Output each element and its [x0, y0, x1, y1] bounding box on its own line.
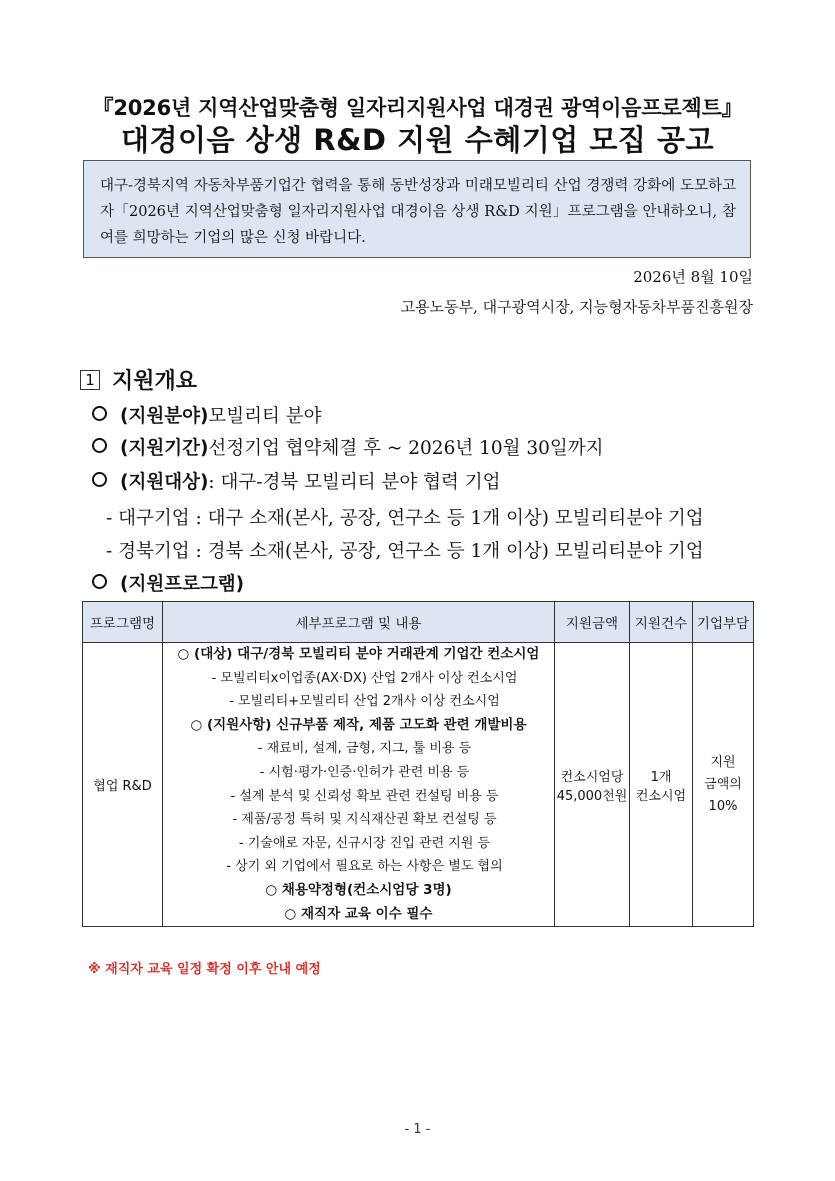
circle-bullet-icon [92, 438, 107, 453]
circle-bullet-icon [92, 472, 107, 487]
amount-cell [555, 643, 630, 927]
detail-line: - 설계 분석 및 신뢰성 확보 관련 컨설팅 비용 등 [230, 788, 499, 804]
detail-line: - 상기 외 기업에서 필요로 하는 사항은 별도 협의 [226, 859, 503, 875]
table-header-row [83, 602, 754, 643]
circle-bullet-icon [92, 574, 107, 589]
detail-line: - 재료비, 설계, 금형, 지그, 툴 비용 등 [257, 741, 472, 757]
item-label: (지원기간) [120, 438, 209, 459]
burden-line: 금액의 [704, 776, 742, 792]
count-cell [630, 643, 693, 927]
detail-line: - 제품/공정 특허 및 지식재산권 확보 컨설팅 등 [232, 812, 497, 828]
announcement-title-line2: 대경이음 상생 R&D 지원 수혜기업 모집 공고 [121, 123, 714, 157]
burden-line: 10% [708, 798, 738, 814]
detail-line: ○ (대상) 대구/경북 모빌리티 분야 거래관계 기업간 컨소시엄 [177, 646, 540, 662]
overview-item-program [92, 570, 244, 596]
overview-item-period [92, 434, 604, 460]
header-details: 세부프로그램 및 내용 [163, 602, 555, 643]
burden-cell [693, 643, 754, 927]
count-line: 컨소시엄 [635, 788, 687, 804]
header-count: 지원건수 [630, 602, 693, 643]
target-sub-item-gyeongbuk: - 경북기업 : 경북 소재(본사, 공장, 연구소 등 1개 이상) 모빌리티분야 기업 [106, 541, 704, 562]
page-number: - 1 - [404, 1122, 431, 1137]
header-burden: 기업부담 [693, 602, 754, 643]
circle-bullet-icon [92, 406, 107, 421]
header-program-name: 프로그램명 [83, 602, 163, 643]
header-amount: 지원금액 [555, 602, 630, 643]
issuing-organizations: 고용노동부, 대구광역시장, 지능형자동차부품진흥원장 [400, 298, 753, 316]
item-text: 선정기업 협약체결 후 ~ 2026년 10월 30일까지 [208, 438, 604, 459]
intro-box: 대구-경북지역 자동차부품기업간 협력을 통해 동반성장과 미래모빌리티 산업 경쟁력 강화에 도모하고자「2026년 지역산업맞춤형 일자리지원사업 대경이음 상생 R&D 지원」프로그램을 안내하오니, 참여를 희망하는 기업의 많은 신청 바랍니다. [83, 160, 751, 258]
count-line: 1개 [650, 769, 672, 785]
program-table [82, 601, 754, 927]
detail-line: - 기술애로 자문, 신규시장 진입 관련 지원 등 [238, 835, 491, 851]
announcement-title-line1: 『2026년 지역산업맞춤형 일자리지원사업 대경권 광역이음프로젝트』 [92, 96, 743, 120]
detail-line: - 모빌리티x이업종(AX·DX) 산업 2개사 이상 컨소시엄 [211, 670, 518, 686]
item-text: : 대구-경북 모빌리티 분야 협력 기업 [208, 472, 501, 493]
burden-line: 지원 [710, 754, 736, 770]
program-name-cell: 협업 R&D [83, 643, 163, 927]
detail-line: - 모빌리티+모빌리티 산업 2개사 이상 컨소시엄 [229, 694, 500, 710]
section-heading [80, 364, 197, 395]
table-row [83, 643, 754, 927]
announcement-date: 2026년 8월 10일 [633, 268, 753, 286]
item-label: (지원프로그램) [120, 574, 245, 595]
item-label: (지원분야) [120, 406, 209, 427]
overview-item-field [92, 402, 322, 428]
detail-line: ○ (지원사항) 신규부품 제작, 제품 고도화 관련 개발비용 [190, 716, 527, 733]
overview-item-target [92, 468, 501, 494]
section-title: 지원개요 [112, 369, 198, 394]
detail-line: ○ 채용약정형(컨소시엄당 3명) [265, 881, 452, 898]
item-label: (지원대상) [120, 472, 209, 493]
amount-line: 45,000천원 [556, 788, 628, 804]
education-note: ※ 재직자 교육 일정 확정 이후 안내 예정 [88, 962, 321, 977]
program-details-cell [163, 643, 555, 927]
item-text: 모빌리티 분야 [208, 406, 322, 427]
detail-line: ○ 재직자 교육 이수 필수 [284, 905, 433, 922]
amount-line: 컨소시엄당 [560, 769, 624, 785]
target-sub-item-daegu: - 대구기업 : 대구 소재(본사, 공장, 연구소 등 1개 이상) 모빌리티분야 기업 [106, 508, 704, 529]
detail-line: - 시험·평가·인증·인허가 관련 비용 등 [259, 764, 470, 780]
section-number-box: 1 [80, 370, 100, 390]
